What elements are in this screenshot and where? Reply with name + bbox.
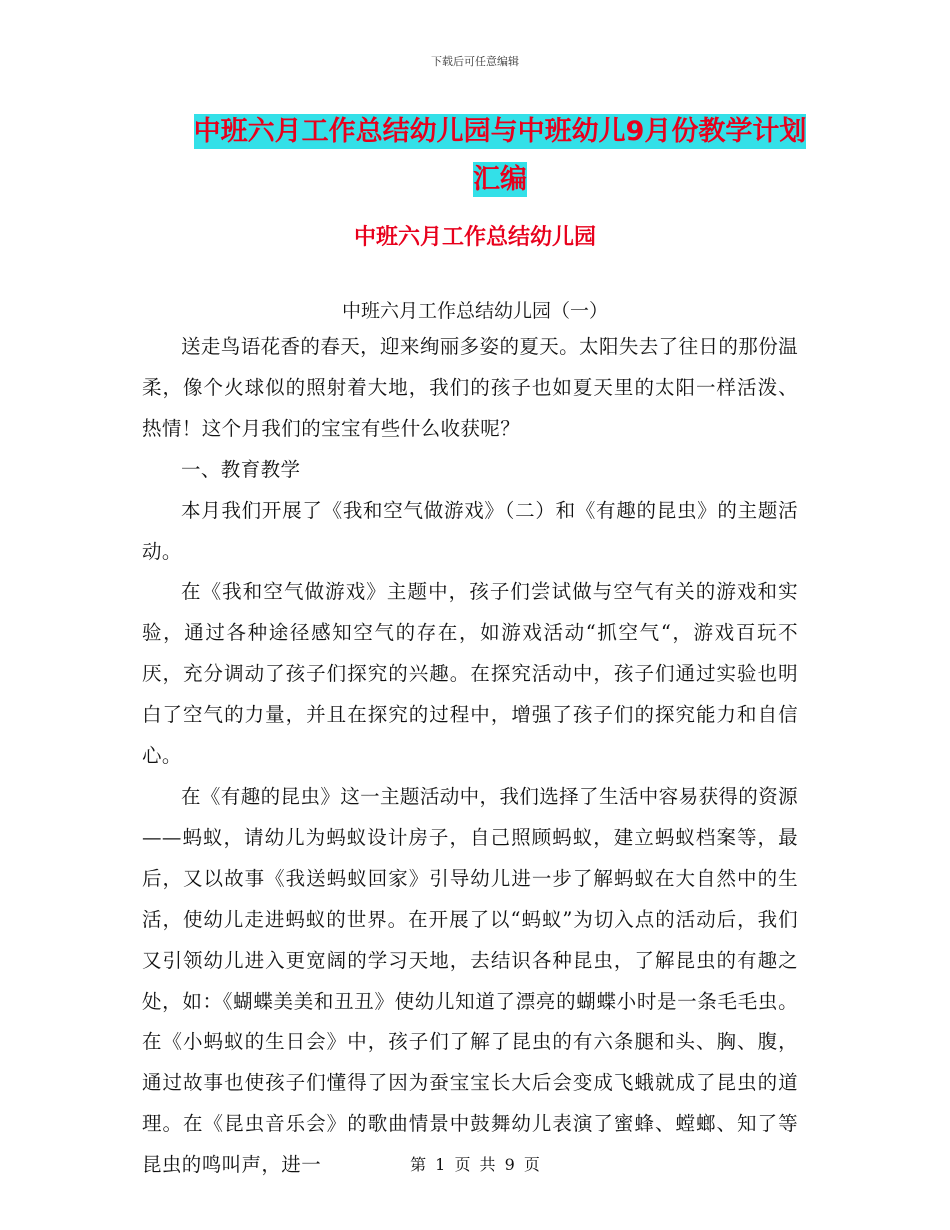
header-note: 下载后可任意编辑: [431, 55, 519, 68]
section-title: 中班六月工作总结幼儿园: [353, 225, 596, 250]
document-title-line-1: 中班六月工作总结幼儿园与中班幼儿9月份教学计划: [193, 116, 807, 147]
document-title-line-2: 汇编: [473, 164, 527, 195]
page-footer: 第 1 页 共 9 页: [410, 1155, 540, 1174]
paragraph: 本月我们开展了《我和空气做游戏》（二）和《有趣的昆虫》的主题活动。: [142, 498, 798, 563]
document-title: [150, 108, 850, 204]
sub-title: 中班六月工作总结幼儿园（一）: [341, 300, 608, 322]
paragraph: 送走鸟语花香的春天，迎来绚丽多姿的夏天。太阳失去了往日的那份温柔，像个火球似的照射着大地，我们的孩子也如夏天里的太阳一样活泼、热情！这个月我们的宝宝有些什么收获呢？: [142, 335, 798, 440]
document-body: [142, 327, 798, 1186]
paragraph-heading: 一、教育教学: [181, 457, 301, 481]
paragraph: 在《我和空气做游戏》主题中，孩子们尝试做与空气有关的游戏和实验，通过各种途径感知空气的存在，如游戏活动“抓空气“，游戏百玩不厌，充分调动了孩子们探究的兴趣。在探究活动中，孩子们通过实验也明白了空气的力量，并且在探究的过程中，增强了孩子们的探究能力和自信心。: [142, 580, 798, 768]
paragraph: 在《有趣的昆虫》这一主题活动中，我们选择了生活中容易获得的资源——蚂蚁，请幼儿为蚂蚁设计房子，自己照顾蚂蚁，建立蚂蚁档案等，最后，又以故事《我送蚂蚁回家》引导幼儿进一步了解蚂蚁在大自然中的生活，使幼儿走进蚂蚁的世界。在开展了以“蚂蚁”为切入点的活动后，我们又引领幼儿进入更宽阔的学习天地，去结识各种昆虫，了解昆虫的有趣之处，如：《蝴蝶美美和丑丑》使幼儿知道了漂亮的蝴蝶小时是一条毛毛虫。在《小蚂蚁的生日会》中，孩子们了解了昆虫的有六条腿和头、胸、腹，通过故事也使孩子们懂得了因为蚕宝宝长大后会变成飞蛾就成了昆虫的道理。在《昆虫音乐会》的歌曲情景中鼓舞幼儿表演了蜜蜂、螳螂、知了等昆虫的鸣叫声，进一: [142, 784, 798, 1177]
